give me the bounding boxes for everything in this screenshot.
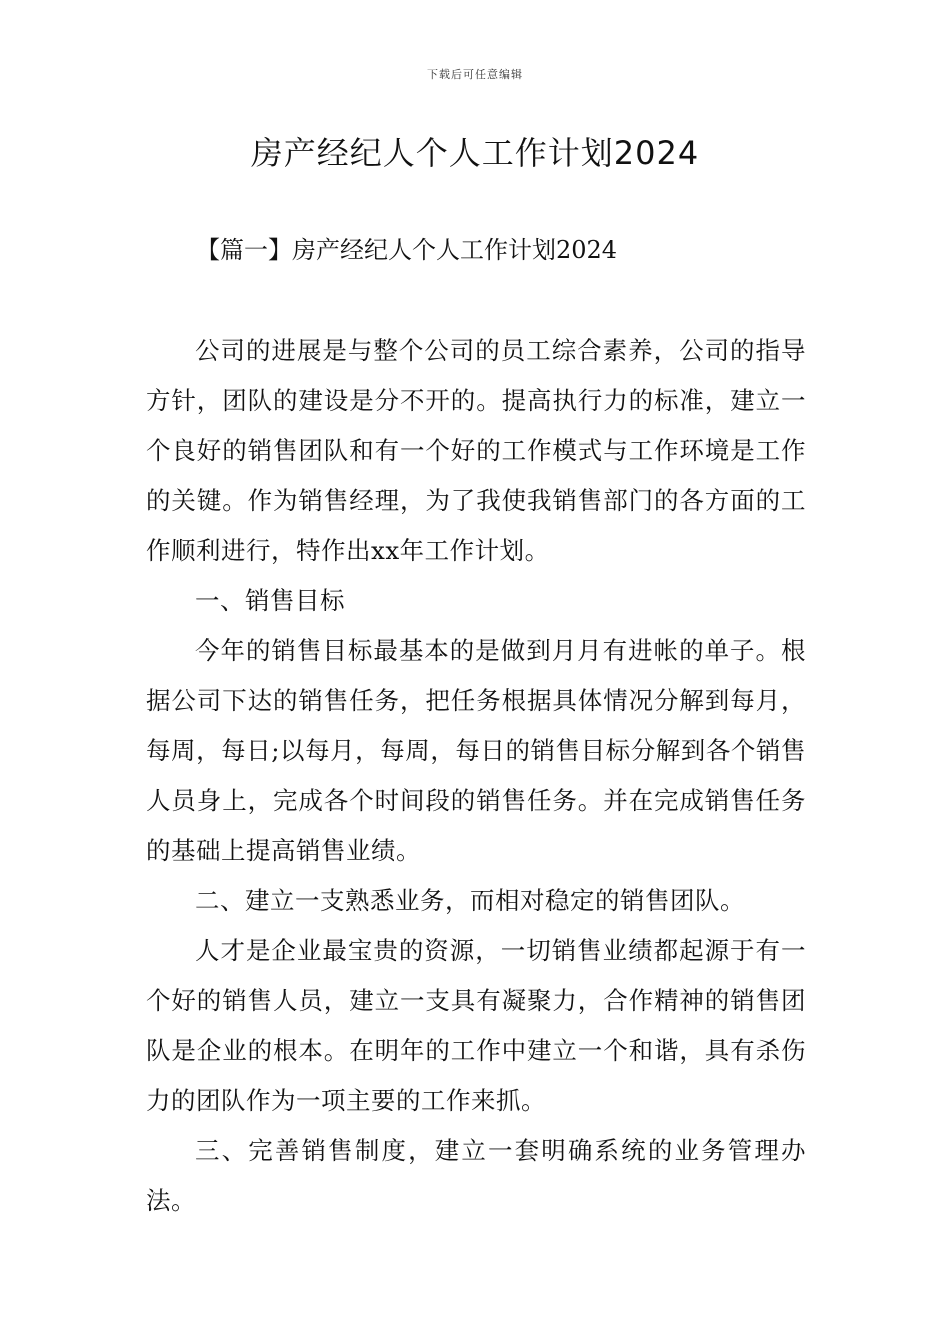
document-title: 房产经纪人个人工作计划2024 bbox=[250, 134, 700, 172]
paragraph-sales-team: 人才是企业最宝贵的资源，一切销售业绩都起源于有一个好的销售人员，建立一支具有凝聚力，合作精神的销售团队是企业的根本。在明年的工作中建立一个和谐，具有杀伤力的团队作为一项主要的工作来抓。 bbox=[146, 936, 806, 1115]
heading-sales-system: 三、完善销售制度，建立一套明确系统的业务管理办法。 bbox=[146, 1136, 806, 1215]
paragraph-sales-target: 今年的销售目标最基本的是做到月月有进帐的单子。根据公司下达的销售任务，把任务根据具体情况分解到每月，每周，每日;以每月，每周，每日的销售目标分解到各个销售人员身上，完成各个时间段的销售任务。并在完成销售任务的基础上提高销售业绩。 bbox=[146, 636, 806, 865]
header-note: 下载后可任意编辑 bbox=[427, 68, 523, 81]
section-heading: 【篇一】房产经纪人个人工作计划2024 bbox=[196, 236, 618, 264]
heading-sales-target: 一、销售目标 bbox=[195, 586, 345, 615]
paragraph-intro: 公司的进展是与整个公司的员工综合素养，公司的指导方针，团队的建设是分不开的。提高执行力的标准，建立一个良好的销售团队和有一个好的工作模式与工作环境是工作的关键。作为销售经理，为了我使我销售部门的各方面的工作顺利进行，特作出xx年工作计划。 bbox=[146, 336, 806, 565]
document-body bbox=[146, 326, 806, 1226]
heading-sales-team: 二、建立一支熟悉业务，而相对稳定的销售团队。 bbox=[195, 886, 745, 915]
